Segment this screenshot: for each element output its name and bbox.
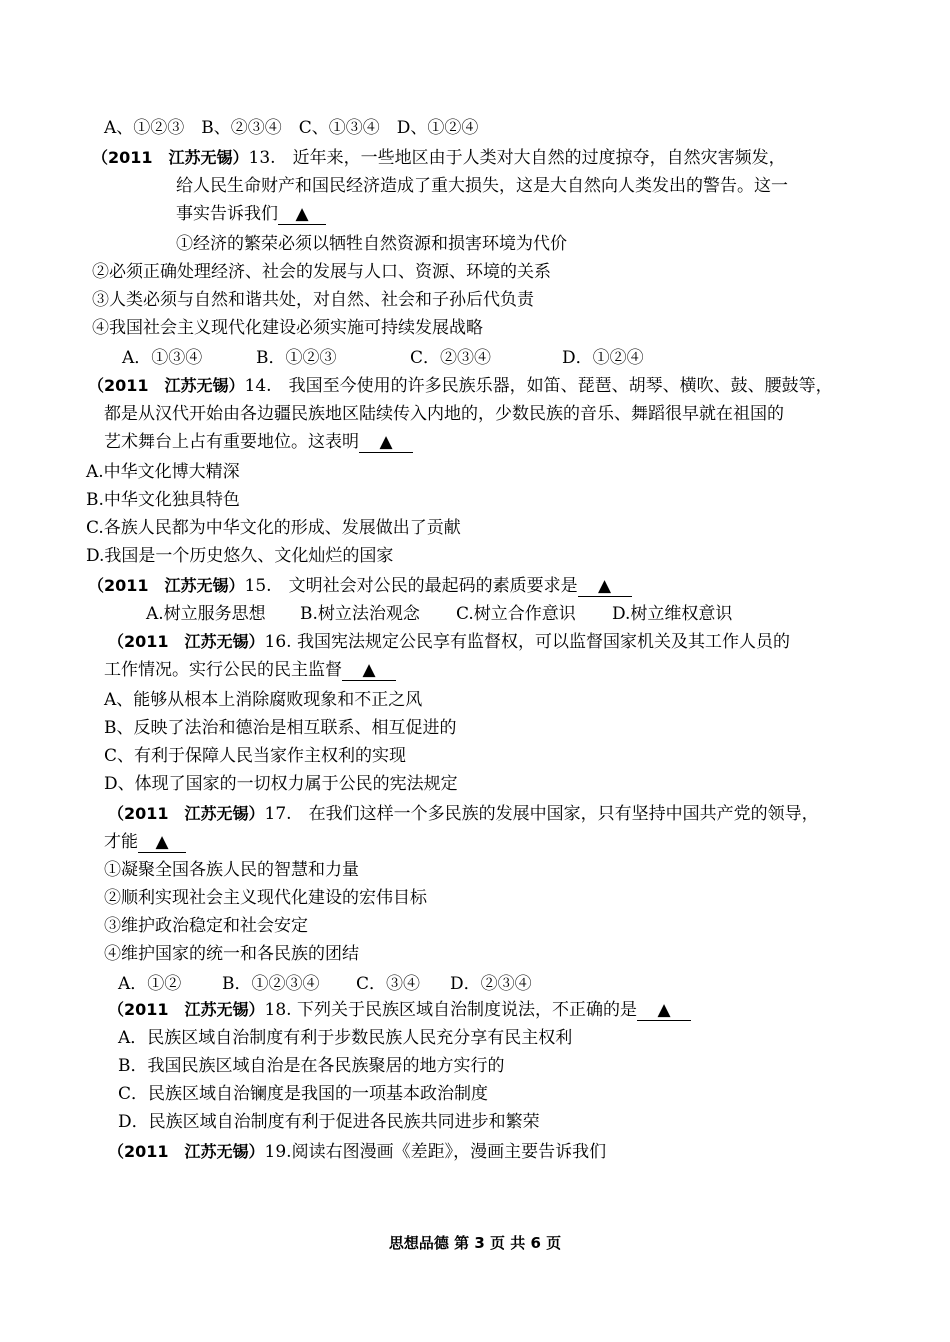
q18-option-b: B．我国民族区域自治是在各民族聚居的地方实行的 — [118, 1056, 505, 1076]
q19-source: （2011 江苏无锡） — [108, 1142, 265, 1161]
q14-option-c: C.各族人民都为中华文化的形成、发展做出了贡献 — [86, 518, 461, 538]
q15-option-c: C.树立合作意识 — [456, 604, 576, 624]
q17-item-1: ①凝聚全国各族人民的智慧和力量 — [104, 860, 359, 880]
q17-stem-2 — [104, 830, 186, 854]
q17-option-d: D．②③④ — [450, 974, 532, 994]
q18-option-a: A．民族区域自治制度有利于步数民族人民充分享有民主权利 — [118, 1028, 573, 1048]
q13-item-1: ①经济的繁荣必须以牺牲自然资源和损害环境为代价 — [176, 234, 567, 254]
q14-stem-3 — [104, 430, 413, 454]
q15-stem-1 — [88, 574, 632, 598]
q18-answer-blank[interactable]: ▲ — [637, 1000, 691, 1021]
q15-answer-blank[interactable]: ▲ — [578, 576, 632, 597]
q14-option-a: A.中华文化博大精深 — [86, 462, 240, 482]
q13-option-d: D．①②④ — [562, 348, 644, 368]
q13-item-4: ④我国社会主义现代化建设必须实施可持续发展战略 — [92, 318, 483, 338]
q18-text-1: 18. 下列关于民族区域自治制度说法，不正确的是 — [264, 1000, 637, 1020]
q16-text-2: 工作情况。实行公民的民主监督 — [104, 660, 342, 680]
q18-option-d: D．民族区域自治制度有利于促进各民族共同进步和繁荣 — [118, 1112, 540, 1132]
q14-option-b: B.中华文化独具特色 — [86, 490, 240, 510]
q17-answer-blank[interactable]: ▲ — [138, 832, 186, 853]
q17-option-a: A．①② — [118, 974, 182, 994]
q14-text-3: 艺术舞台上占有重要地位。这表明 — [104, 432, 359, 452]
q12-options: A、①②③ B、②③④ C、①③④ D、①②④ — [104, 118, 479, 138]
q17-stem-1 — [108, 802, 819, 826]
q15-option-a: A.树立服务思想 — [146, 604, 266, 624]
q16-text-1: 16. 我国宪法规定公民享有监督权，可以监督国家机关及其工作人员的 — [264, 632, 790, 652]
q13-option-b: B．①②③ — [256, 348, 337, 368]
q13-stem-2: 给人民生命财产和国民经济造成了重大损失，这是大自然向人类发出的警告。这一 — [176, 176, 788, 196]
q13-item-3: ③人类必须与自然和谐共处，对自然、社会和子孙后代负责 — [92, 290, 534, 310]
q13-option-a: A．①③④ — [122, 348, 203, 368]
q13-option-c: C．②③④ — [410, 348, 492, 368]
q16-option-c: C、有利于保障人民当家作主权利的实现 — [104, 746, 407, 766]
q18-stem-1 — [108, 998, 691, 1022]
q14-text-1: 14. 我国至今使用的许多民族乐器，如笛、琵琶、胡琴、横吹、鼓、腰鼓等， — [244, 376, 833, 396]
q17-item-4: ④维护国家的统一和各民族的团结 — [104, 944, 359, 964]
q16-answer-blank[interactable]: ▲ — [342, 660, 396, 681]
q17-source: （2011 江苏无锡） — [108, 804, 265, 823]
q17-option-c: C．③④ — [356, 974, 421, 994]
q13-stem-1 — [92, 146, 786, 170]
q13-text-3: 事实告诉我们 — [176, 204, 278, 224]
q16-option-b: B、反映了法治和德治是相互联系、相互促进的 — [104, 718, 457, 738]
q17-text-1: 17. 在我们这样一个多民族的发展中国家，只有坚持中国共产党的领导， — [264, 804, 819, 824]
q15-text-1: 15. 文明社会对公民的最起码的素质要求是 — [244, 576, 578, 596]
q16-option-a: A、能够从根本上消除腐败现象和不正之风 — [104, 690, 423, 710]
q17-item-2: ②顺利实现社会主义现代化建设的宏伟目标 — [104, 888, 427, 908]
q15-source: （2011 江苏无锡） — [88, 576, 245, 595]
q16-source: （2011 江苏无锡） — [108, 632, 265, 651]
q19-stem-1 — [108, 1140, 606, 1164]
q17-option-b: B．①②③④ — [222, 974, 320, 994]
q14-stem-1 — [88, 374, 833, 398]
q17-text-2: 才能 — [104, 832, 138, 852]
q19-text-1: 19.阅读右图漫画《差距》，漫画主要告诉我们 — [264, 1142, 607, 1162]
q18-source: （2011 江苏无锡） — [108, 1000, 265, 1019]
q14-answer-blank[interactable]: ▲ — [359, 432, 413, 453]
q14-option-d: D.我国是一个历史悠久、文化灿烂的国家 — [86, 546, 394, 566]
q17-item-3: ③维护政治稳定和社会安定 — [104, 916, 308, 936]
q13-text-1: 13. 近年来，一些地区由于人类对大自然的过度掠夺，自然灾害频发， — [248, 148, 786, 168]
q16-stem-1 — [108, 630, 790, 654]
q16-option-d: D、体现了国家的一切权力属于公民的宪法规定 — [104, 774, 458, 794]
page-footer: 思想品德 第 3 页 共 6 页 — [388, 1234, 562, 1252]
q16-stem-2 — [104, 658, 396, 682]
q13-answer-blank[interactable]: ▲ — [278, 204, 326, 225]
q13-stem-3 — [176, 202, 326, 226]
q18-option-c: C．民族区域自治镧度是我国的一项基本政治制度 — [118, 1084, 489, 1104]
q15-option-d: D.树立维权意识 — [612, 604, 733, 624]
q14-source: （2011 江苏无锡） — [88, 376, 245, 395]
q15-option-b: B.树立法治观念 — [300, 604, 420, 624]
q13-item-2: ②必须正确处理经济、社会的发展与人口、资源、环境的关系 — [92, 262, 551, 282]
q13-source: （2011 江苏无锡） — [92, 148, 249, 167]
q14-stem-2: 都是从汉代开始由各边疆民族地区陆续传入内地的，少数民族的音乐、舞蹈很早就在祖国的 — [104, 404, 784, 424]
